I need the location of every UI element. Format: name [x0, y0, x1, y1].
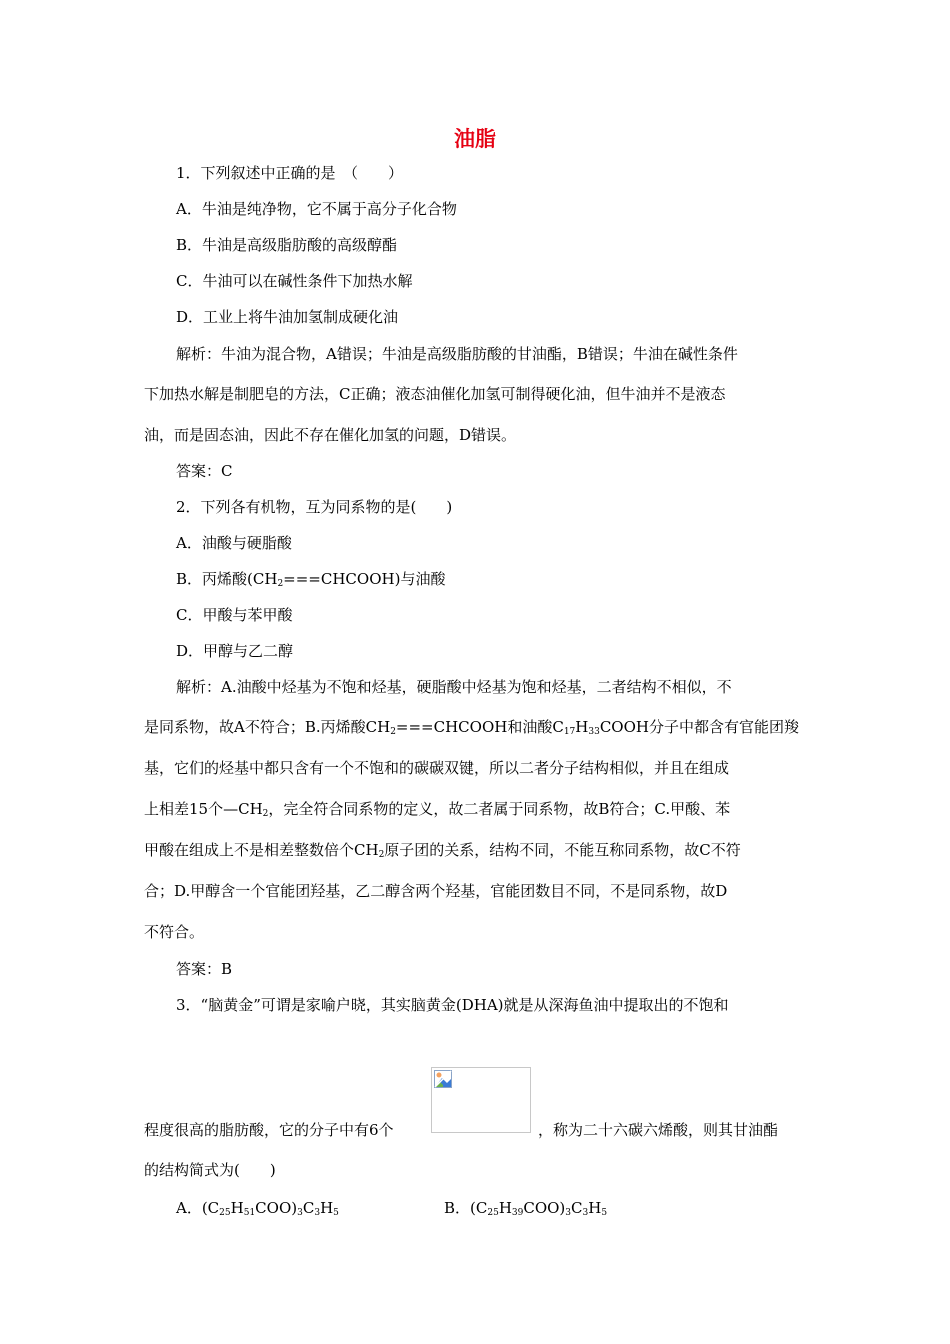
- q2-analysis-line: [144, 799, 730, 824]
- text-part: COO): [255, 1199, 298, 1217]
- subscript: 3: [297, 1208, 303, 1218]
- q2-analysis-line: 不符合。: [144, 923, 205, 941]
- text-part: ===CHCOOH和油酸C: [395, 718, 564, 736]
- text-part: COOH分子中都含有官能团羧: [599, 718, 799, 736]
- subscript: 2: [390, 727, 396, 737]
- text-part: H: [320, 1199, 334, 1217]
- text-part: ===CHCOOH)与油酸: [283, 570, 446, 588]
- subscript: 5: [601, 1208, 608, 1218]
- q3-stem-line: 的结构简式为( ): [144, 1161, 276, 1179]
- text-part: 甲酸在组成上不是相差整数倍个CH: [144, 841, 379, 859]
- q1-option-b: B．牛油是高级脂肪酸的高级醇酯: [176, 236, 398, 254]
- q3-stem-line-part2: ，称为二十六碳六烯酸，则其甘油酯: [538, 1121, 779, 1139]
- q3-stem-line: 3．“脑黄金”可谓是家喻户晓，其实脑黄金(DHA)就是从深海鱼油中提取出的不饱和: [176, 996, 729, 1014]
- subscript: 2: [378, 850, 385, 860]
- text-part: C: [571, 1199, 583, 1217]
- q2-option-b: [176, 569, 445, 594]
- q2-option-c: C．甲酸与苯甲酸: [176, 606, 293, 624]
- q1-analysis-line: 油，而是固态油，因此不存在催化加氢的问题，D错误。: [144, 426, 517, 444]
- q2-analysis-line: 合；D.甲醇含一个官能团羟基，乙二醇含两个羟基，官能团数目不同，不是同系物，故D: [144, 882, 728, 900]
- text-part: H: [230, 1199, 244, 1217]
- subscript: 25: [487, 1208, 499, 1218]
- subscript: 3: [582, 1208, 589, 1218]
- text-part: H: [498, 1199, 512, 1217]
- text-part: ，完全符合同系物的定义，故二者属于同系物，故B符合；C.甲酸、苯: [268, 800, 731, 818]
- q2-stem: 2．下列各有机物，互为同系物的是( ): [176, 498, 453, 516]
- q2-option-d: D．甲醇与乙二醇: [176, 642, 294, 660]
- subscript: 2: [277, 579, 284, 589]
- page-title: 油脂: [454, 127, 496, 151]
- subscript: 3: [565, 1208, 572, 1218]
- q1-option-c: C．牛油可以在碱性条件下加热水解: [176, 272, 413, 290]
- text-part: B．(C: [444, 1199, 488, 1217]
- q1-option-d: D．工业上将牛油加氢制成硬化油: [176, 308, 399, 326]
- text-part: C: [302, 1199, 315, 1217]
- q2-answer: 答案：B: [176, 960, 233, 978]
- text-part: COO): [523, 1199, 566, 1217]
- q3-option-b: [444, 1198, 607, 1223]
- subscript: 5: [333, 1208, 339, 1218]
- broken-image-icon: [434, 1070, 452, 1088]
- subscript: 39: [511, 1208, 524, 1218]
- q1-answer: 答案：C: [176, 462, 233, 480]
- q2-analysis-line: [144, 717, 799, 742]
- subscript: 2: [262, 809, 269, 819]
- text-part: 是同系物，故A不符合；B.丙烯酸CH: [144, 718, 391, 736]
- q1-analysis-line: 下加热水解是制肥皂的方法，C正确；液态油催化加氢可制得硬化油，但牛油并不是液态: [144, 385, 726, 403]
- text-part: 上相差15个—CH: [144, 800, 263, 818]
- q2-analysis-line: 基，它们的烃基中都只含有一个不饱和的碳碳双键，所以二者分子结构相似，并且在组成: [144, 759, 730, 777]
- q1-stem: 1．下列叙述中正确的是 （ ）: [176, 164, 404, 182]
- text-part: 原子团的关系，结构不同，不能互称同系物，故C不符: [384, 841, 741, 859]
- subscript: 33: [588, 727, 600, 737]
- subscript: 51: [243, 1208, 256, 1218]
- subscript: 25: [219, 1208, 231, 1218]
- text-part: H: [575, 718, 589, 736]
- broken-image-placeholder: [431, 1067, 531, 1133]
- subscript: 3: [314, 1208, 321, 1218]
- q2-analysis-line: 解析：A.油酸中烃基为不饱和烃基，硬脂酸中烃基为饱和烃基，二者结构不相似，不: [176, 678, 732, 696]
- q3-option-a: [176, 1198, 339, 1223]
- q2-analysis-line: [144, 840, 741, 865]
- text-part: A．(C: [176, 1199, 220, 1217]
- q3-stem-line-part1: 程度很高的脂肪酸，它的分子中有6个: [144, 1121, 394, 1139]
- q1-option-a: A．牛油是纯净物，它不属于高分子化合物: [176, 200, 457, 218]
- q1-analysis-line: 解析：牛油为混合物，A错误；牛油是高级脂肪酸的甘油酯，B错误；牛油在碱性条件: [176, 345, 738, 363]
- subscript: 17: [563, 727, 576, 737]
- text-part: B．丙烯酸(CH: [176, 570, 278, 588]
- q2-option-a: A．油酸与硬脂酸: [176, 534, 292, 552]
- text-part: H: [588, 1199, 602, 1217]
